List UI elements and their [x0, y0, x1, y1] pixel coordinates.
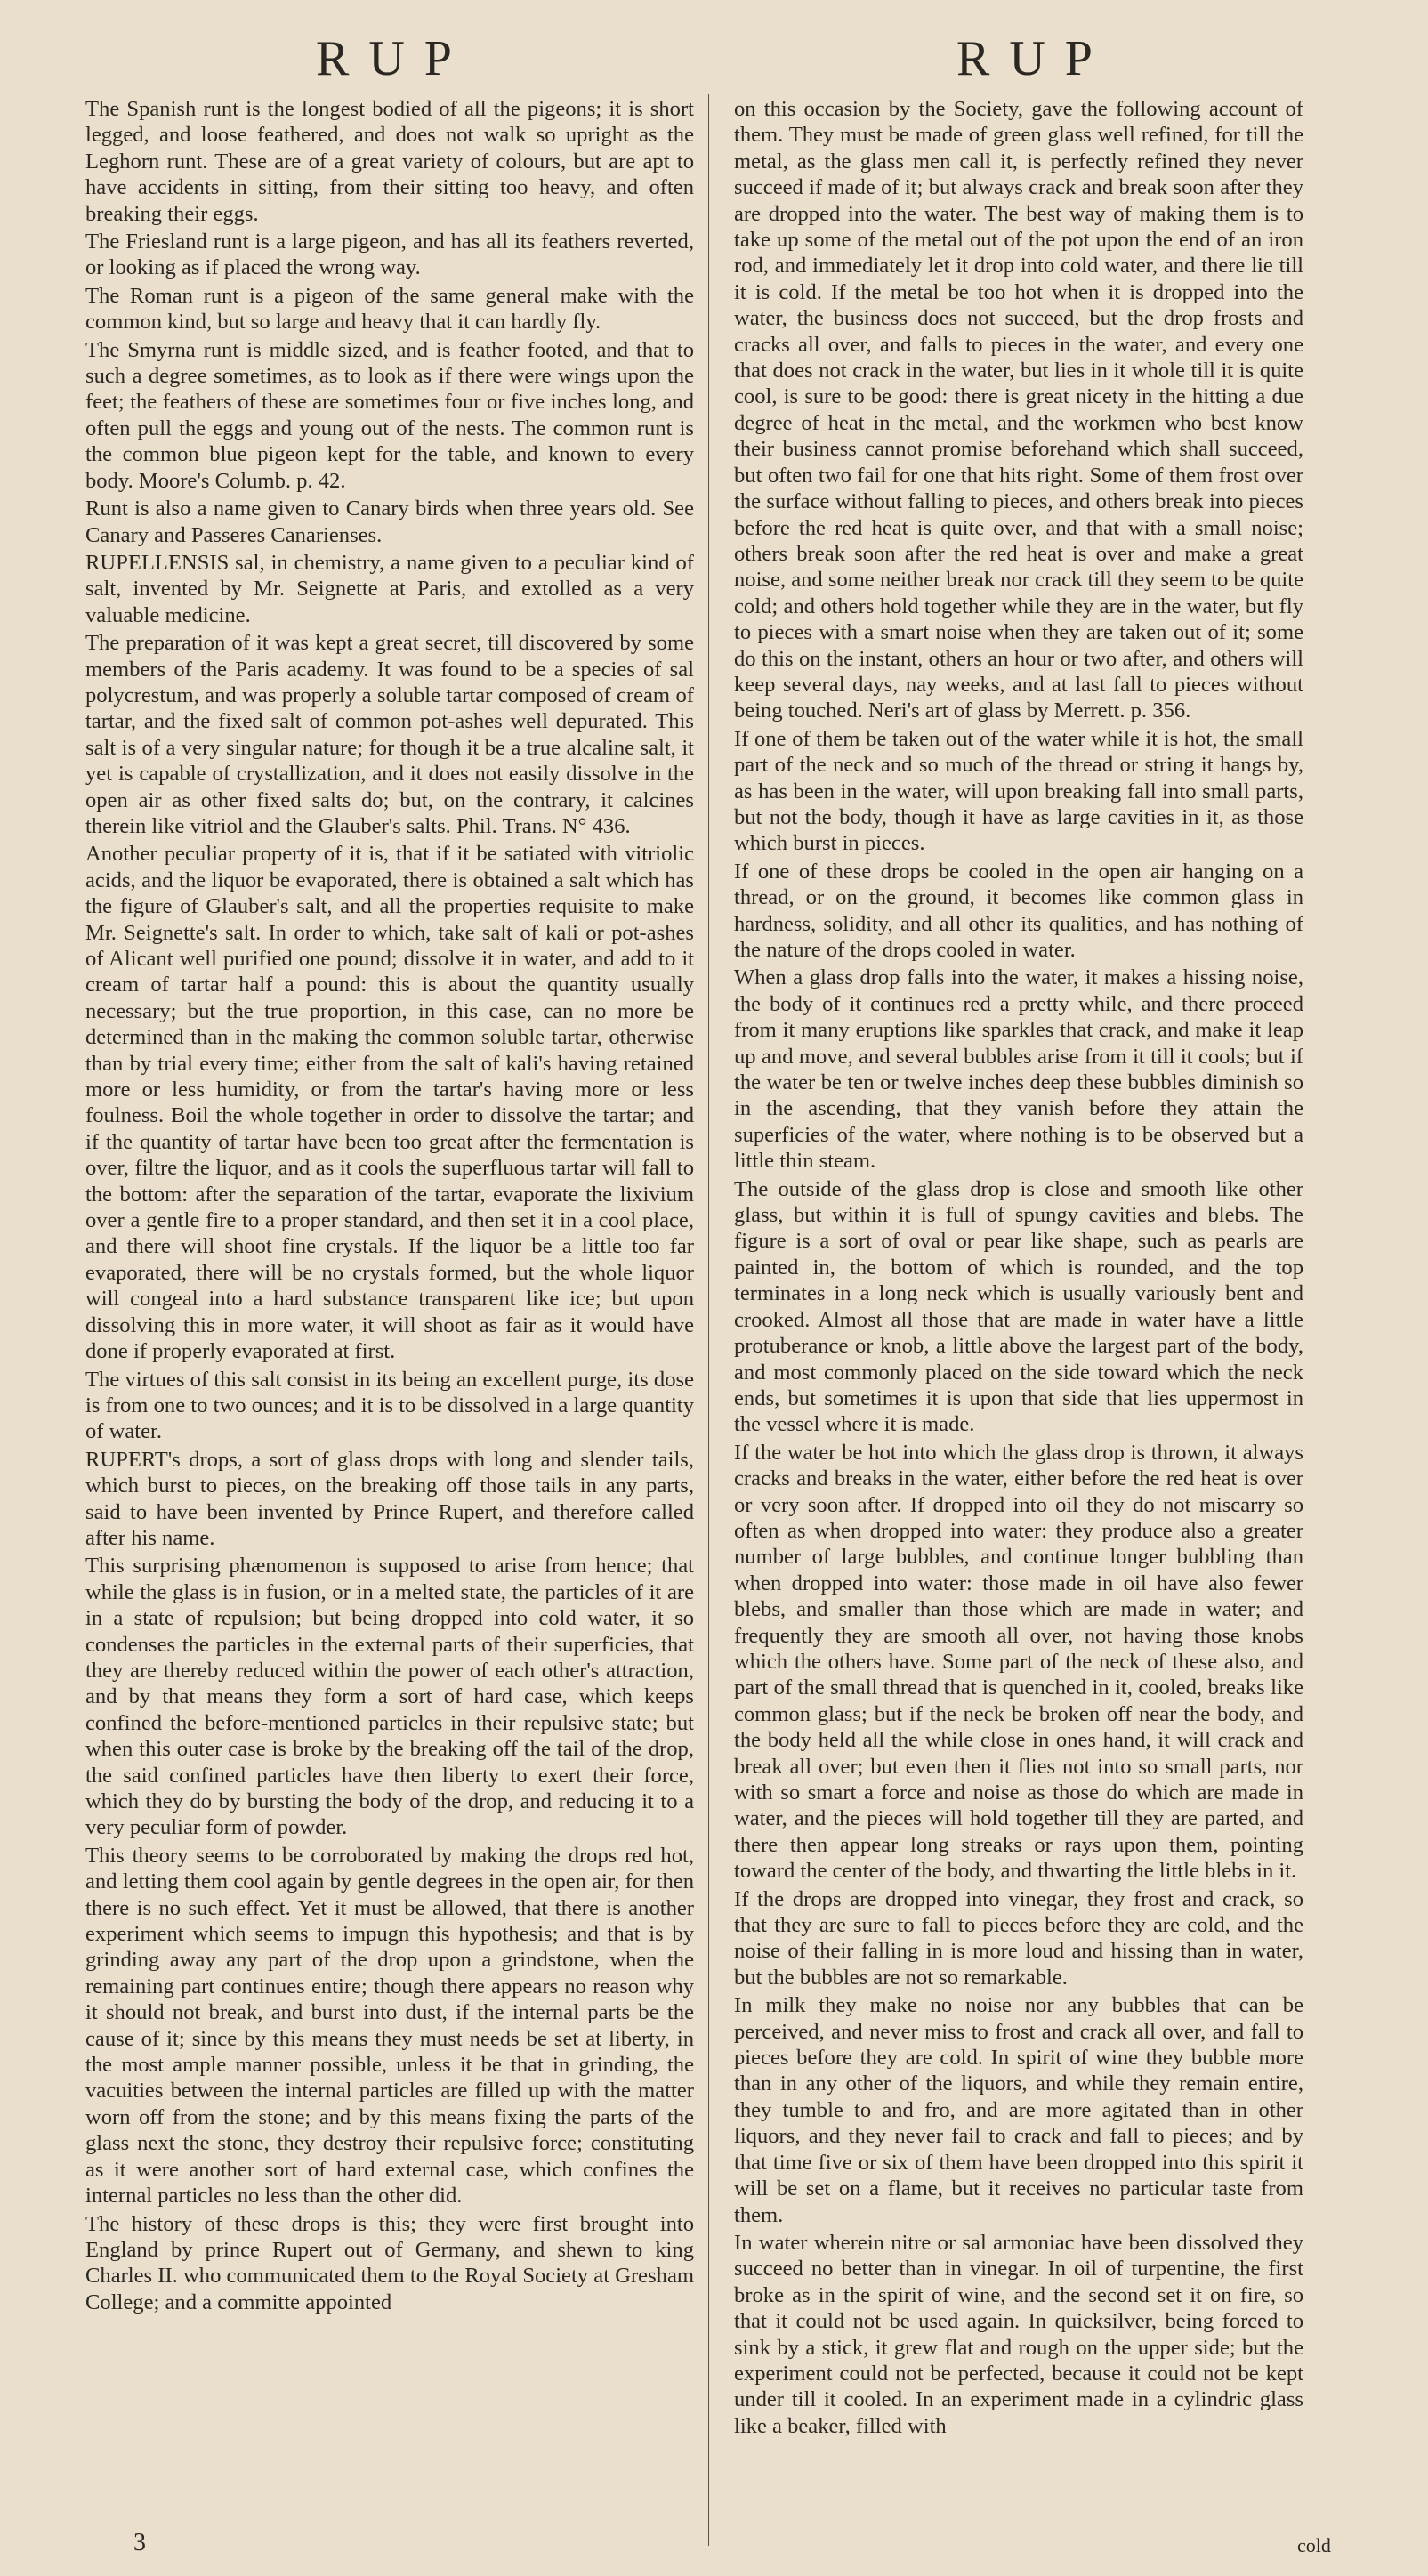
header-word-left: RUP [316, 31, 472, 86]
paragraph: This surprising phænomenon is supposed to arise from hence; that while the glass is in fusion, or in a melted state, the particles of it are in a state of repulsion; but being dropped into cold water, it so condenses the particles in the external parts of their superficies, that they are thereby reduced within the power of each other's attraction, and by that means they form a sort of hard case, which keeps confined the before-mentioned particles in their repulsive state; but when this outer case is broke by the breaking off the tail of the drop, the said confined particles have then liberty to exert their force, which they do by bursting the body of the drop, and reducing it to a very peculiar form of powder. [85, 1554, 694, 1840]
paragraph: Another peculiar property of it is, that if it be satiated with vitriolic acids, and the liquor be evaporated, there is obtained a salt which has the figure of Glauber's salt, and all the properties requisite to make Mr. Seignette's salt. In order to which, take salt of kali or pot-ashes of Alicant well purified one pound; dissolve it in water, and add to it cream of tartar half a pound: this is about the quantity usually necessary; but the true proportion, in this case, can no more be determined than in the making the common soluble tartar, otherwise than by trial every time; either from the salt of kali's having retained more or less humidity, or from the tartar's having more or less foulness. Boil the whole together in order to dissolve the tartar; and if the quantity of tartar have been too great after the fermentation is over, filtre the liquor, and as it cools the superfluous tartar will fall to the bottom: after the separation of the tartar, evaporate the lixivium over a gentle fire to a proper standard, and then set it in a cool place, and there will shoot fine crystals. If the liquor be a little too far evaporated, there will be no crystals formed, but the whole liquor will congeal into a hard substance transparent like ice; but upon dissolving this in more water, it will shoot as fair as it would have done if properly evaporated at first. [85, 842, 694, 1364]
paragraph: When a glass drop falls into the water, it makes a hissing noise, the body of it continues red a pretty while, and there proceed from it many eruptions like sparkles that crack, and make it leap up and move, and several bubbles arise from it till it cools; but if the water be ten or twelve inches deep these bubbles diminish so in the ascending, that they vanish before they attain the superficies of the water, where nothing is to be observed but a little thin steam. [734, 965, 1303, 1174]
paragraph: The preparation of it was kept a great secret, till discovered by some members of the Paris academy. It was found to be a species of sal polycrestum, and was properly a soluble tartar composed of cream of tartar, and the fixed salt of common pot-ashes well depurated. This salt is of a very singular nature; for though it be a true alcaline salt, it yet is capable of crystallization, and it does not easily dissolve in the open air as other fixed salts do; but, on the contrary, it calcines therein like vitriol and the Glauber's salts. Phil. Trans. N° 436. [85, 631, 694, 838]
paragraph: The Roman runt is a pigeon of the same general make with the common kind, but so large and heavy that it can hardly fly. [85, 283, 694, 335]
paragraph: If one of them be taken out of the water while it is hot, the small part of the neck and so much of the thread or string it hangs by, as has been in the water, will upon breaking fall into small parts, but not the body, though it have as large cavities in it, as those which burst in pieces. [734, 726, 1303, 856]
paragraph: RUPELLENSIS sal, in chemistry, a name given to a peculiar kind of salt, invented by Mr. Seignette at Paris, and extolled as a very valuable medicine. [85, 550, 694, 627]
paragraph: The history of these drops is this; they were first brought into England by prince Rupert out of Germany, and shewn to king Charles II. who communicated them to the Royal Society at Gresham College; and a committe appointed [85, 2211, 694, 2314]
paragraph: In water wherein nitre or sal armoniac have been dissolved they succeed no better than in vinegar. In oil of turpentine, the first broke as in the spirit of wine, and the second set it on fire, so that it could not be used again. In quicksilver, being forced to sink by a stick, it grew flat and rough on the upper side; but the experiment could not be perfected, because it could not be kept under till it cooled. In an experiment made in a cylindric glass like a beaker, filled with [734, 2230, 1303, 2438]
catchword: cold [1297, 2534, 1331, 2556]
paragraph: This theory seems to be corroborated by making the drops red hot, and letting them cool again by gentle degrees in the open air, for then there is no such effect. Yet it must be allowed, that there is another experiment which seems to impugn this hypothesis; and that is by grinding away any part of the drop upon a grindstone, when the remaining part continues entire; though there appears no reason why it should not break, and burst into dust, if the internal parts be the cause of it; since by this means they must needs be set at liberty, in the most ample manner possible, unless it be that in grinding, the vacuities between the internal particles are filled up with the matter worn off from the stone; and by this means fixing the parts of the glass next the stone, they destroy their repulsive force; constituting as it were another sort of hard external case, which confines the internal particles no less than the other did. [85, 1843, 694, 2209]
column-rule [708, 94, 709, 2546]
running-header [0, 30, 1428, 93]
paragraph: In milk they make no noise nor any bubbles that can be perceived, and never miss to frost and crack all over, and fall to pieces before they are cold. In spirit of wine they bubble more than in any other of the liquors, and while they remain entire, they tumble to and fro, and are more agitated than in other liquors, and they never fail to crack and fall to pieces; and by that time five or six of them have been dropped into this spirit it will be set on a flame, but it receives no particular taste from them. [734, 1993, 1303, 2227]
left-column [85, 96, 694, 2499]
paragraph: The outside of the glass drop is close and smooth like other glass, but within it is full of spungy cavities and blebs. The figure is a sort of oval or pear like shape, such as pearls are painted in, the bottom of which is rounded, and the top terminates in a long neck which is usually variously bent and crooked. Almost all those that are made in water have a little protuberance or knob, a little above the largest part of the body, and most commonly placed on the side toward which the neck ends, but sometimes it is upon that side that lies uppermost in the vessel where it is made. [734, 1176, 1303, 1437]
paragraph: RUPERT's drops, a sort of glass drops with long and slender tails, which burst to pieces, on the breaking off those tails in any parts, said to have been invented by Prince Rupert, and therefore called after his name. [85, 1447, 694, 1550]
paragraph: on this occasion by the Society, gave the following account of them. They must be made of green glass well refined, for till the metal, as the glass men call it, is perfectly refined they never succeed if made of it; but always crack and break soon after they are dropped into the water. The best way of making them is to take up some of the metal out of the pot upon the end of an iron rod, and immediately let it drop into cold water, and there lie till it is cold. If the metal be too hot when it is dropped into the water, the business does not succeed, but the drop frosts and cracks all over, and falls to pieces in the water, and every one that does not crack in the water, but lies in it whole till it is quite cool, is sure to be good: there is great nicety in the hitting a due degree of heat in the metal, and the workmen who best know their business cannot promise beforehand which shall succeed, but often two fail for one that hits right. Some of them frost over the surface without falling to pieces, and others break into pieces before the red heat is quite over, and that with a small noise; others break soon after the red heat is over and make a great noise, and some neither break nor crack till they seem to be quite cold; and others hold together while they are in the water, but fly to pieces with a smart noise when they are taken out of it; some do this on the instant, others an hour or two after, and others will keep several days, nay weeks, and at last fall to pieces without being touched. Neri's art of glass by Merrett. p. 356. [734, 97, 1303, 723]
paragraph: If the drops are dropped into vinegar, they frost and crack, so that they are sure to fall to pieces before they are cold, and the noise of their falling in is more loud and hissing than in water, but the bubbles are not so remarkable. [734, 1886, 1303, 1990]
page-number: 3 [133, 2529, 146, 2556]
paragraph: The Friesland runt is a large pigeon, and has all its feathers reverted, or looking as if placed the wrong way. [85, 230, 694, 280]
paragraph: Runt is also a name given to Canary birds when three years old. See Canary and Passeres Canarienses. [85, 497, 694, 547]
paragraph: If the water be hot into which the glass drop is thrown, it always cracks and breaks in the water, either before the red heat is over or very soon after. If dropped into oil they do not miscarry so often as when dropped into water: they produce also a greater number of large bubbles, and continue longer bubbling than when dropped into water: those made in oil have also fewer blebs, and smaller than those which are made in water; and frequently they are smooth all over, not having those knobs which the others have. Some part of the neck of these also, and part of the small thread that is quenched in it, cooled, breaks like common glass; but if the neck be broken off near the body, and the body held all the while close in ones hand, it will crack and break all over; but even then it flies not into so small parts, nor with so smart a force and noise as those do which are made in water, and the pieces will hold together till they are parted, and there then appear long streaks or rays upon them, pointing toward the center of the body, and thwarting the little blebs in it. [734, 1440, 1303, 1884]
right-column [734, 96, 1303, 2499]
header-word-right: RUP [956, 31, 1112, 86]
paragraph: The virtues of this salt consist in its being an excellent purge, its dose is from one to two ounces; and it is to be dissolved in a large quantity of water. [85, 1367, 694, 1444]
paragraph: The Spanish runt is the longest bodied of all the pigeons; it is short legged, and loose feathered, and does not walk so upright as the Leghorn runt. These are of a great variety of colours, but are apt to have accidents in sitting, from their sitting too heavy, and often breaking their eggs. [85, 97, 694, 226]
paragraph: The Smyrna runt is middle sized, and is feather footed, and that to such a degree sometimes, as to look as if there were wings upon the feet; the feathers of these are sometimes four or five inches long, and often pull the eggs and young out of the nests. The common runt is the common blue pigeon kept for the table, and known to every body. Moore's Columb. p. 42. [85, 337, 694, 493]
paragraph: If one of these drops be cooled in the open air hanging on a thread, or on the ground, it becomes like common glass in hardness, solidity, and all other its qualities, and has nothing of the nature of the drops cooled in water. [734, 859, 1303, 962]
